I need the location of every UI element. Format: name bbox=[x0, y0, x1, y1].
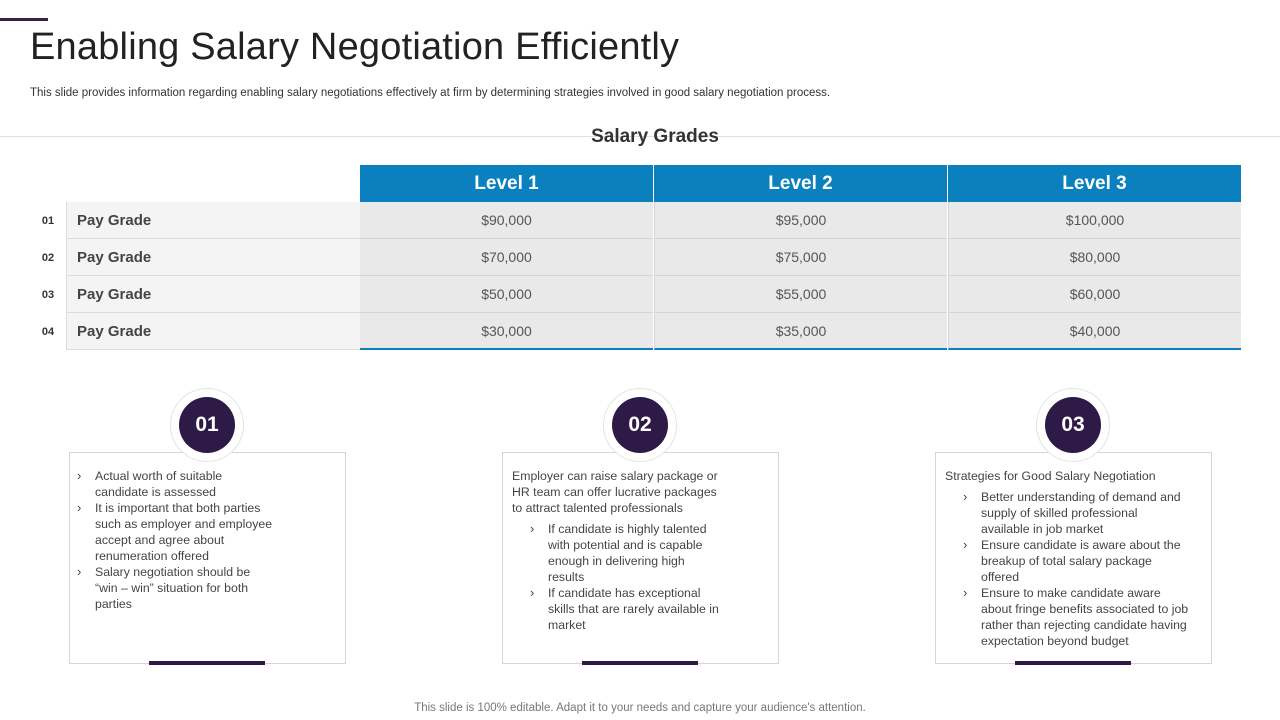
salary-cell: $30,000 bbox=[360, 313, 653, 350]
card-accent-bar bbox=[149, 661, 265, 665]
strategy-card-1 bbox=[69, 452, 346, 664]
salary-cell: $35,000 bbox=[654, 313, 947, 350]
level-1-header: Level 1 bbox=[360, 165, 653, 202]
step-number: 01 bbox=[179, 397, 235, 453]
card-accent-bar bbox=[582, 661, 698, 665]
card-bullet: › It is important that both parties such as employer and employee accept and agree about renumeration offered bbox=[77, 500, 275, 564]
level-3-header: Level 3 bbox=[948, 165, 1241, 202]
row-label: Pay Grade bbox=[66, 276, 360, 313]
salary-grades-heading: Salary Grades bbox=[591, 126, 719, 147]
step-badge-1 bbox=[170, 388, 244, 462]
row-number: 03 bbox=[41, 288, 55, 301]
strategy-card-2 bbox=[502, 452, 779, 664]
slide-subtitle: This slide provides information regarding enabling salary negotiations effectively at firm by determining strategies involved in good salary negotiation process. bbox=[30, 87, 831, 99]
title-accent-bar bbox=[0, 18, 48, 21]
row-label: Pay Grade bbox=[66, 202, 360, 239]
card-bullet: › Salary negotiation should be “win – win” situation for both parties bbox=[77, 564, 275, 612]
salary-cell: $55,000 bbox=[654, 276, 947, 313]
salary-cell: $40,000 bbox=[948, 313, 1241, 350]
salary-cell: $95,000 bbox=[654, 202, 947, 239]
slide-title: Enabling Salary Negotiation Efficiently bbox=[30, 26, 680, 68]
card-bullet: › If candidate has exceptional skills that are rarely available in market bbox=[530, 585, 723, 633]
card-accent-bar bbox=[1015, 661, 1131, 665]
step-number: 03 bbox=[1045, 397, 1101, 453]
card-bullet: › Actual worth of suitable candidate is assessed bbox=[77, 468, 275, 500]
salary-cell: $50,000 bbox=[360, 276, 653, 313]
salary-cell: $60,000 bbox=[948, 276, 1241, 313]
card-bullet: › Ensure candidate is aware about the breakup of total salary package offered bbox=[963, 537, 1189, 585]
row-number: 01 bbox=[41, 214, 55, 227]
row-number: 02 bbox=[41, 251, 55, 264]
slide-footer: This slide is 100% editable. Adapt it to your needs and capture your audience's attention. bbox=[414, 702, 866, 714]
strategy-card-3 bbox=[935, 452, 1212, 664]
salary-cell: $90,000 bbox=[360, 202, 653, 239]
step-badge-3 bbox=[1036, 388, 1110, 462]
card-intro: Strategies for Good Salary Negotiation bbox=[945, 469, 1156, 483]
row-number: 04 bbox=[41, 325, 55, 338]
card-intro: Employer can raise salary package or HR team can offer lucrative packages to attract talented professionals bbox=[512, 469, 718, 515]
step-badge-2 bbox=[603, 388, 677, 462]
level-2-header: Level 2 bbox=[654, 165, 947, 202]
row-label: Pay Grade bbox=[66, 313, 360, 350]
step-number: 02 bbox=[612, 397, 668, 453]
salary-cell: $70,000 bbox=[360, 239, 653, 276]
row-label: Pay Grade bbox=[66, 239, 360, 276]
card-bullet: › Ensure to make candidate aware about fringe benefits associated to job rather than rejecting candidate having expectation beyond budget bbox=[963, 585, 1189, 649]
card-bullet: › If candidate is highly talented with potential and is capable enough in delivering high results bbox=[530, 521, 723, 585]
salary-cell: $75,000 bbox=[654, 239, 947, 276]
salary-cell: $100,000 bbox=[948, 202, 1241, 239]
card-bullet: › Better understanding of demand and supply of skilled professional available in job market bbox=[963, 489, 1189, 537]
salary-cell: $80,000 bbox=[948, 239, 1241, 276]
